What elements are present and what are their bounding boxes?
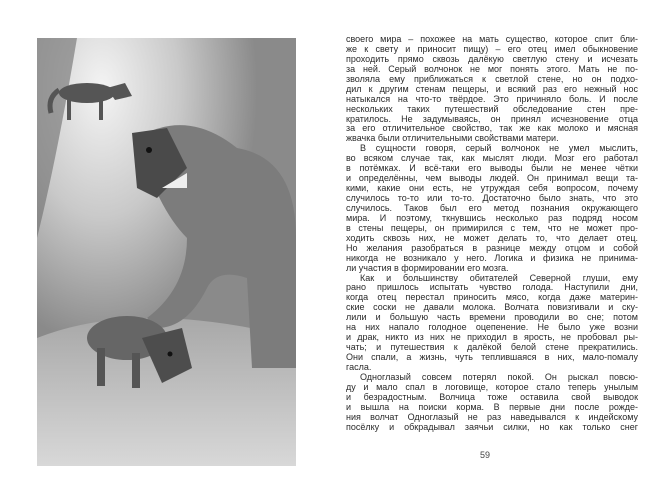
text-line: на них напало голодное оцепенение. Не было уже возни: [346, 322, 638, 333]
text-line: ния волчат Одноглазый не раз наведывался к индейскому: [346, 411, 638, 422]
text-line: никогда не возникало у него. Логика и физика не принима-: [346, 252, 638, 263]
text-line: ли участия в формировании его мозга.: [346, 262, 509, 273]
text-line: когда отец перестал приносить мясо, когда даже материн-: [346, 292, 638, 303]
text-line: и определённы, чем выводы людей. Он принимал вещи та-: [346, 173, 638, 184]
text-line: за ней. Серый волчонок не мог понять этого. Мать не по-: [346, 63, 638, 74]
text-line: в потёмках. И всё-таки его выводы были не менее чётки: [346, 163, 638, 174]
text-line: ду и мало спал в логовище, которое стало теперь унылым: [346, 381, 638, 392]
text-line: во всяком случае так, как мыслят люди. Мозг его работал: [346, 153, 638, 164]
text-line: жвачка были отличительными свойствами матери.: [346, 133, 559, 144]
text-line: своего мира – похожее на мать существо, которое спит бли-: [346, 34, 638, 44]
text-line: лили и большую часть времени проводили во сне; потом: [346, 312, 638, 323]
text-line: и вышла на поиски корма. В первые дни после рожде-: [346, 401, 638, 412]
text-line: случилось. Таков был его метод познания окружающего: [346, 202, 638, 213]
text-line: гасла.: [346, 361, 372, 372]
text-line: дил к другим стенам пещеры, и всякий раз его нежный нос: [346, 83, 638, 94]
text-line: случилось то-то или то-то. Достаточно было знать, что это: [346, 193, 638, 203]
text-line: ходить сквозь них, не может делать то, что делает отец.: [346, 232, 638, 243]
text-line: В сущности говоря, серый волчонок не умел мыслить,: [360, 143, 638, 154]
text-line: и безрадостным. Волчица тоже оставила свой выводок: [346, 391, 638, 402]
wolves-illustration: [37, 38, 296, 466]
text-line: зволяла ему приближаться к светлой стене, но он подхо-: [346, 73, 638, 84]
text-line: Как и большинству обитателей Северной глуши, ему: [360, 272, 638, 283]
text-line: ские соски не давали молока. Волчата повизгивали и ску-: [346, 302, 638, 313]
text-line: нескольких таких путешествий обследование стен пре-: [346, 103, 638, 114]
text-line: Одноглазый совсем потерял покой. Он рыскал повсю-: [360, 371, 638, 382]
text-line: мира. И поэтому, ткнувшись несколько раз подряд носом: [346, 212, 638, 223]
text-line: посёлку и обкрадывал заячьи силки, но как только снег: [346, 421, 638, 432]
text-line: в стены пещеры, он примирился с тем, что не может про-: [346, 222, 638, 233]
text-line: Но желания разобраться в разнице между отцом и собой: [346, 242, 638, 253]
text-line: Они спали, а жизнь, чуть теплившаяся в них, мало-помалу: [346, 352, 638, 362]
page-number: 59: [480, 450, 491, 460]
text-line: рано пришлось испытать чувство голода. Наступили дни,: [346, 282, 638, 293]
text-line: за его отличительное свойство, так же как молоко и мясная: [346, 123, 638, 134]
text-line: чать; и путешествия к далёкой белой стене прекратились.: [346, 342, 638, 353]
text-line: кратилось. Не задумываясь, он принял исчезновение отца: [346, 113, 638, 124]
text-line: натыкался на что-то твёрдое. Это причиняло боль. И после: [346, 93, 638, 104]
page-text: [346, 35, 638, 433]
text-line: и драк, никто из них не приходил в ярость, не пробовал ры-: [346, 332, 638, 343]
text-line: кими, какие они есть, не утруждая себя вопросом, почему: [346, 183, 638, 194]
text-line: проходить прямо сквозь далёкую светлую стену и исчезать: [346, 53, 638, 64]
text-line: же к свету и приносит пищу) – его отец имел обыкновение: [346, 43, 638, 54]
